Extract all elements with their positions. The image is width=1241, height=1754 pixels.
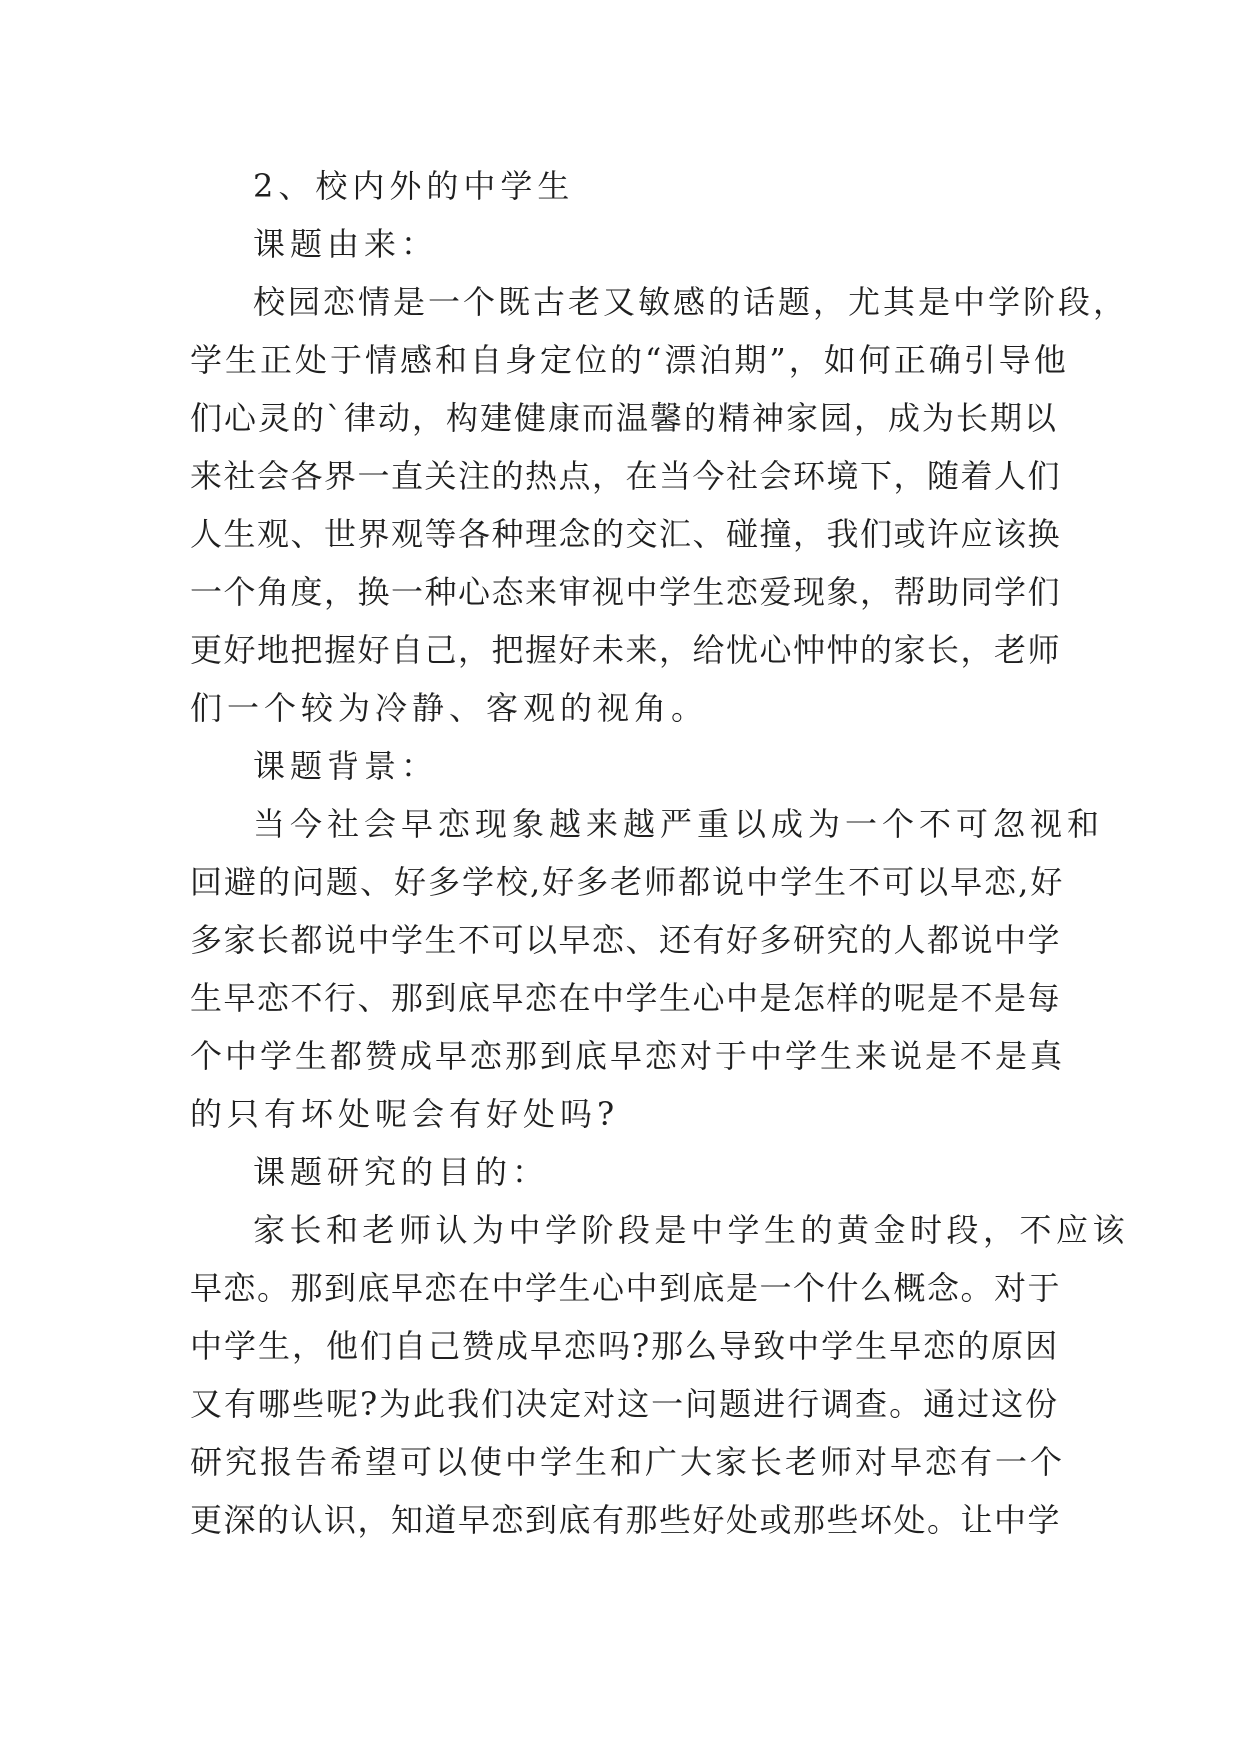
paragraph-background-line: 个中学生都赞成早恋那到底早恋对于中学生来说是不是真: [190, 1037, 1066, 1075]
paragraph-background-line: 当今社会早恋现象越来越严重以成为一个不可忽视和: [253, 805, 1105, 843]
paragraph-purpose-line: 研究报告希望可以使中学生和广大家长老师对早恋有一个: [190, 1443, 1066, 1481]
paragraph-purpose-line: 家长和老师认为中学阶段是中学生的黄金时段，不应该: [253, 1211, 1130, 1249]
paragraph-origin-line: 学生正处于情感和自身定位的“漂泊期”，如何正确引导他: [190, 341, 1069, 379]
paragraph-purpose-line: 又有哪些呢?为此我们决定对这一问题进行调查。通过这份: [190, 1385, 1060, 1423]
paragraph-purpose-line: 更深的认识，知道早恋到底有那些好处或那些坏处。让中学: [190, 1501, 1062, 1539]
paragraph-background-line: 回避的问题、好多学校,好多老师都说中学生不可以早恋,好: [190, 863, 1065, 901]
subheading-purpose: 课题研究的目的：: [253, 1153, 550, 1191]
paragraph-background-line: 多家长都说中学生不可以早恋、还有好多研究的人都说中学: [190, 921, 1062, 959]
subheading-background: 课题背景：: [253, 747, 439, 785]
paragraph-origin-line: 来社会各界一直关注的热点，在当今社会环境下，随着人们: [190, 457, 1062, 495]
paragraph-purpose-line: 早恋。那到底早恋在中学生心中到底是一个什么概念。对于: [190, 1269, 1062, 1307]
paragraph-origin-line: 们心灵的`律动，构建健康而温馨的精神家园，成为长期以: [190, 399, 1059, 437]
paragraph-origin-line: 更好地把握好自己，把握好未来，给忧心忡忡的家长，老师: [190, 631, 1062, 669]
paragraph-origin-line: 一个角度，换一种心态来审视中学生恋爱现象，帮助同学们: [190, 573, 1062, 611]
subheading-origin: 课题由来：: [253, 225, 439, 263]
paragraph-background-line: 生早恋不行、那到底早恋在中学生心中是怎样的呢是不是每: [190, 979, 1062, 1017]
paragraph-origin-line: 人生观、世界观等各种理念的交汇、碰撞，我们或许应该换: [190, 515, 1062, 553]
section-heading: 2、校内外的中学生: [253, 167, 575, 205]
paragraph-purpose-line: 中学生，他们自己赞成早恋吗?那么导致中学生早恋的原因: [190, 1327, 1060, 1365]
paragraph-origin-line: 校园恋情是一个既古老又敏感的话题，尤其是中学阶段，: [253, 283, 1129, 321]
paragraph-origin-line: 们一个较为冷静、客观的视角。: [190, 689, 709, 727]
paragraph-background-line: 的只有坏处呢会有好处吗?: [190, 1095, 620, 1133]
